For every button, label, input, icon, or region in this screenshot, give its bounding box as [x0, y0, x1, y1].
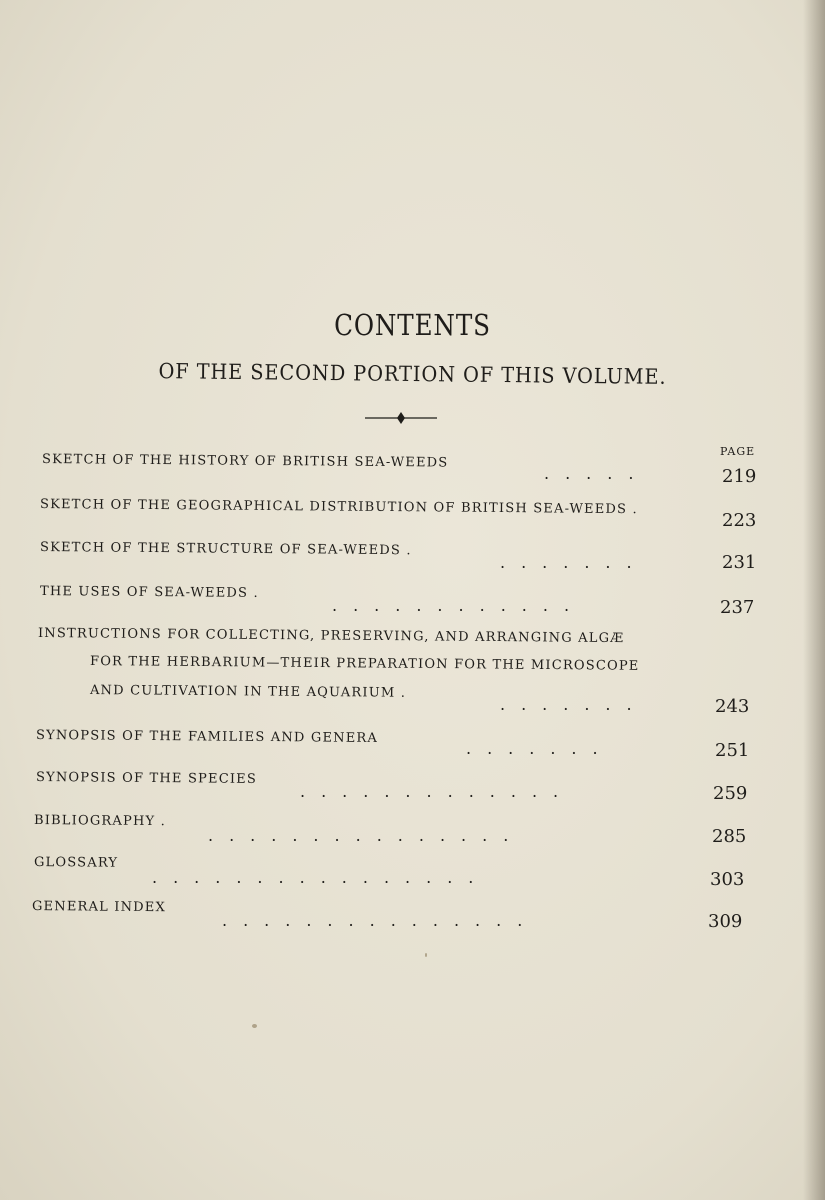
page-edge-shadow: [803, 0, 825, 1200]
toc-entry-page: 243: [715, 696, 750, 717]
toc-entry-title-line: INSTRUCTIONS FOR COLLECTING, PRESERVING, AND ARRANGING ALGÆ: [37, 626, 625, 647]
toc-entry-page: 309: [708, 911, 743, 932]
dot-leader: ...............: [208, 826, 525, 845]
toc-entry-title: SKETCH OF THE HISTORY OF BRITISH SEA-WEEDS: [41, 452, 449, 471]
dot-leader: .......: [500, 553, 648, 572]
toc-entry-page: 219: [722, 466, 757, 487]
toc-entry-title: GENERAL INDEX: [31, 899, 167, 916]
dot-leader: ...............: [222, 911, 539, 930]
toc-entry-title: BIBLIOGRAPHY .: [33, 813, 167, 830]
divider-ornament: [365, 411, 437, 425]
dot-leader: ............: [332, 596, 586, 615]
dot-leader: .............: [300, 782, 575, 801]
toc-entry-title: SYNOPSIS OF THE FAMILIES AND GENERA: [35, 728, 379, 746]
toc-entry-page: 251: [715, 740, 750, 761]
toc-entry-title: THE USES OF SEA-WEEDS .: [39, 584, 259, 601]
toc-entry-title: GLOSSARY: [33, 855, 119, 871]
toc-entry-title: SYNOPSIS OF THE SPECIES: [35, 770, 258, 787]
toc-entry-page: 231: [722, 552, 757, 573]
toc-entry-page: 223: [722, 510, 757, 531]
dot-leader: .....: [544, 464, 650, 483]
toc-entry-title: SKETCH OF THE GEOGRAPHICAL DISTRIBUTION OF BRITISH SEA-WEEDS .: [39, 497, 638, 518]
page-title: CONTENTS: [334, 308, 491, 342]
toc-entry-title-line: AND CULTIVATION IN THE AQUARIUM .: [89, 683, 407, 701]
page-subtitle: OF THE SECOND PORTION OF THIS VOLUME.: [158, 359, 667, 389]
toc-entry-page: 285: [712, 826, 747, 847]
toc-entry-title: SKETCH OF THE STRUCTURE OF SEA-WEEDS .: [39, 540, 412, 559]
toc-entry-page: 237: [720, 597, 755, 618]
page-column-label: PAGE: [720, 445, 756, 458]
paper-speck: [425, 953, 427, 957]
dot-leader: .......: [500, 695, 648, 714]
dot-leader: .......: [466, 739, 614, 758]
paper-speck: [252, 1024, 257, 1028]
toc-entry-page: 259: [713, 783, 748, 804]
toc-entry-page: 303: [710, 869, 745, 890]
dot-leader: ................: [152, 868, 490, 887]
toc-entry-title-line: FOR THE HERBARIUM—THEIR PREPARATION FOR THE MICROSCOPE: [89, 654, 640, 674]
